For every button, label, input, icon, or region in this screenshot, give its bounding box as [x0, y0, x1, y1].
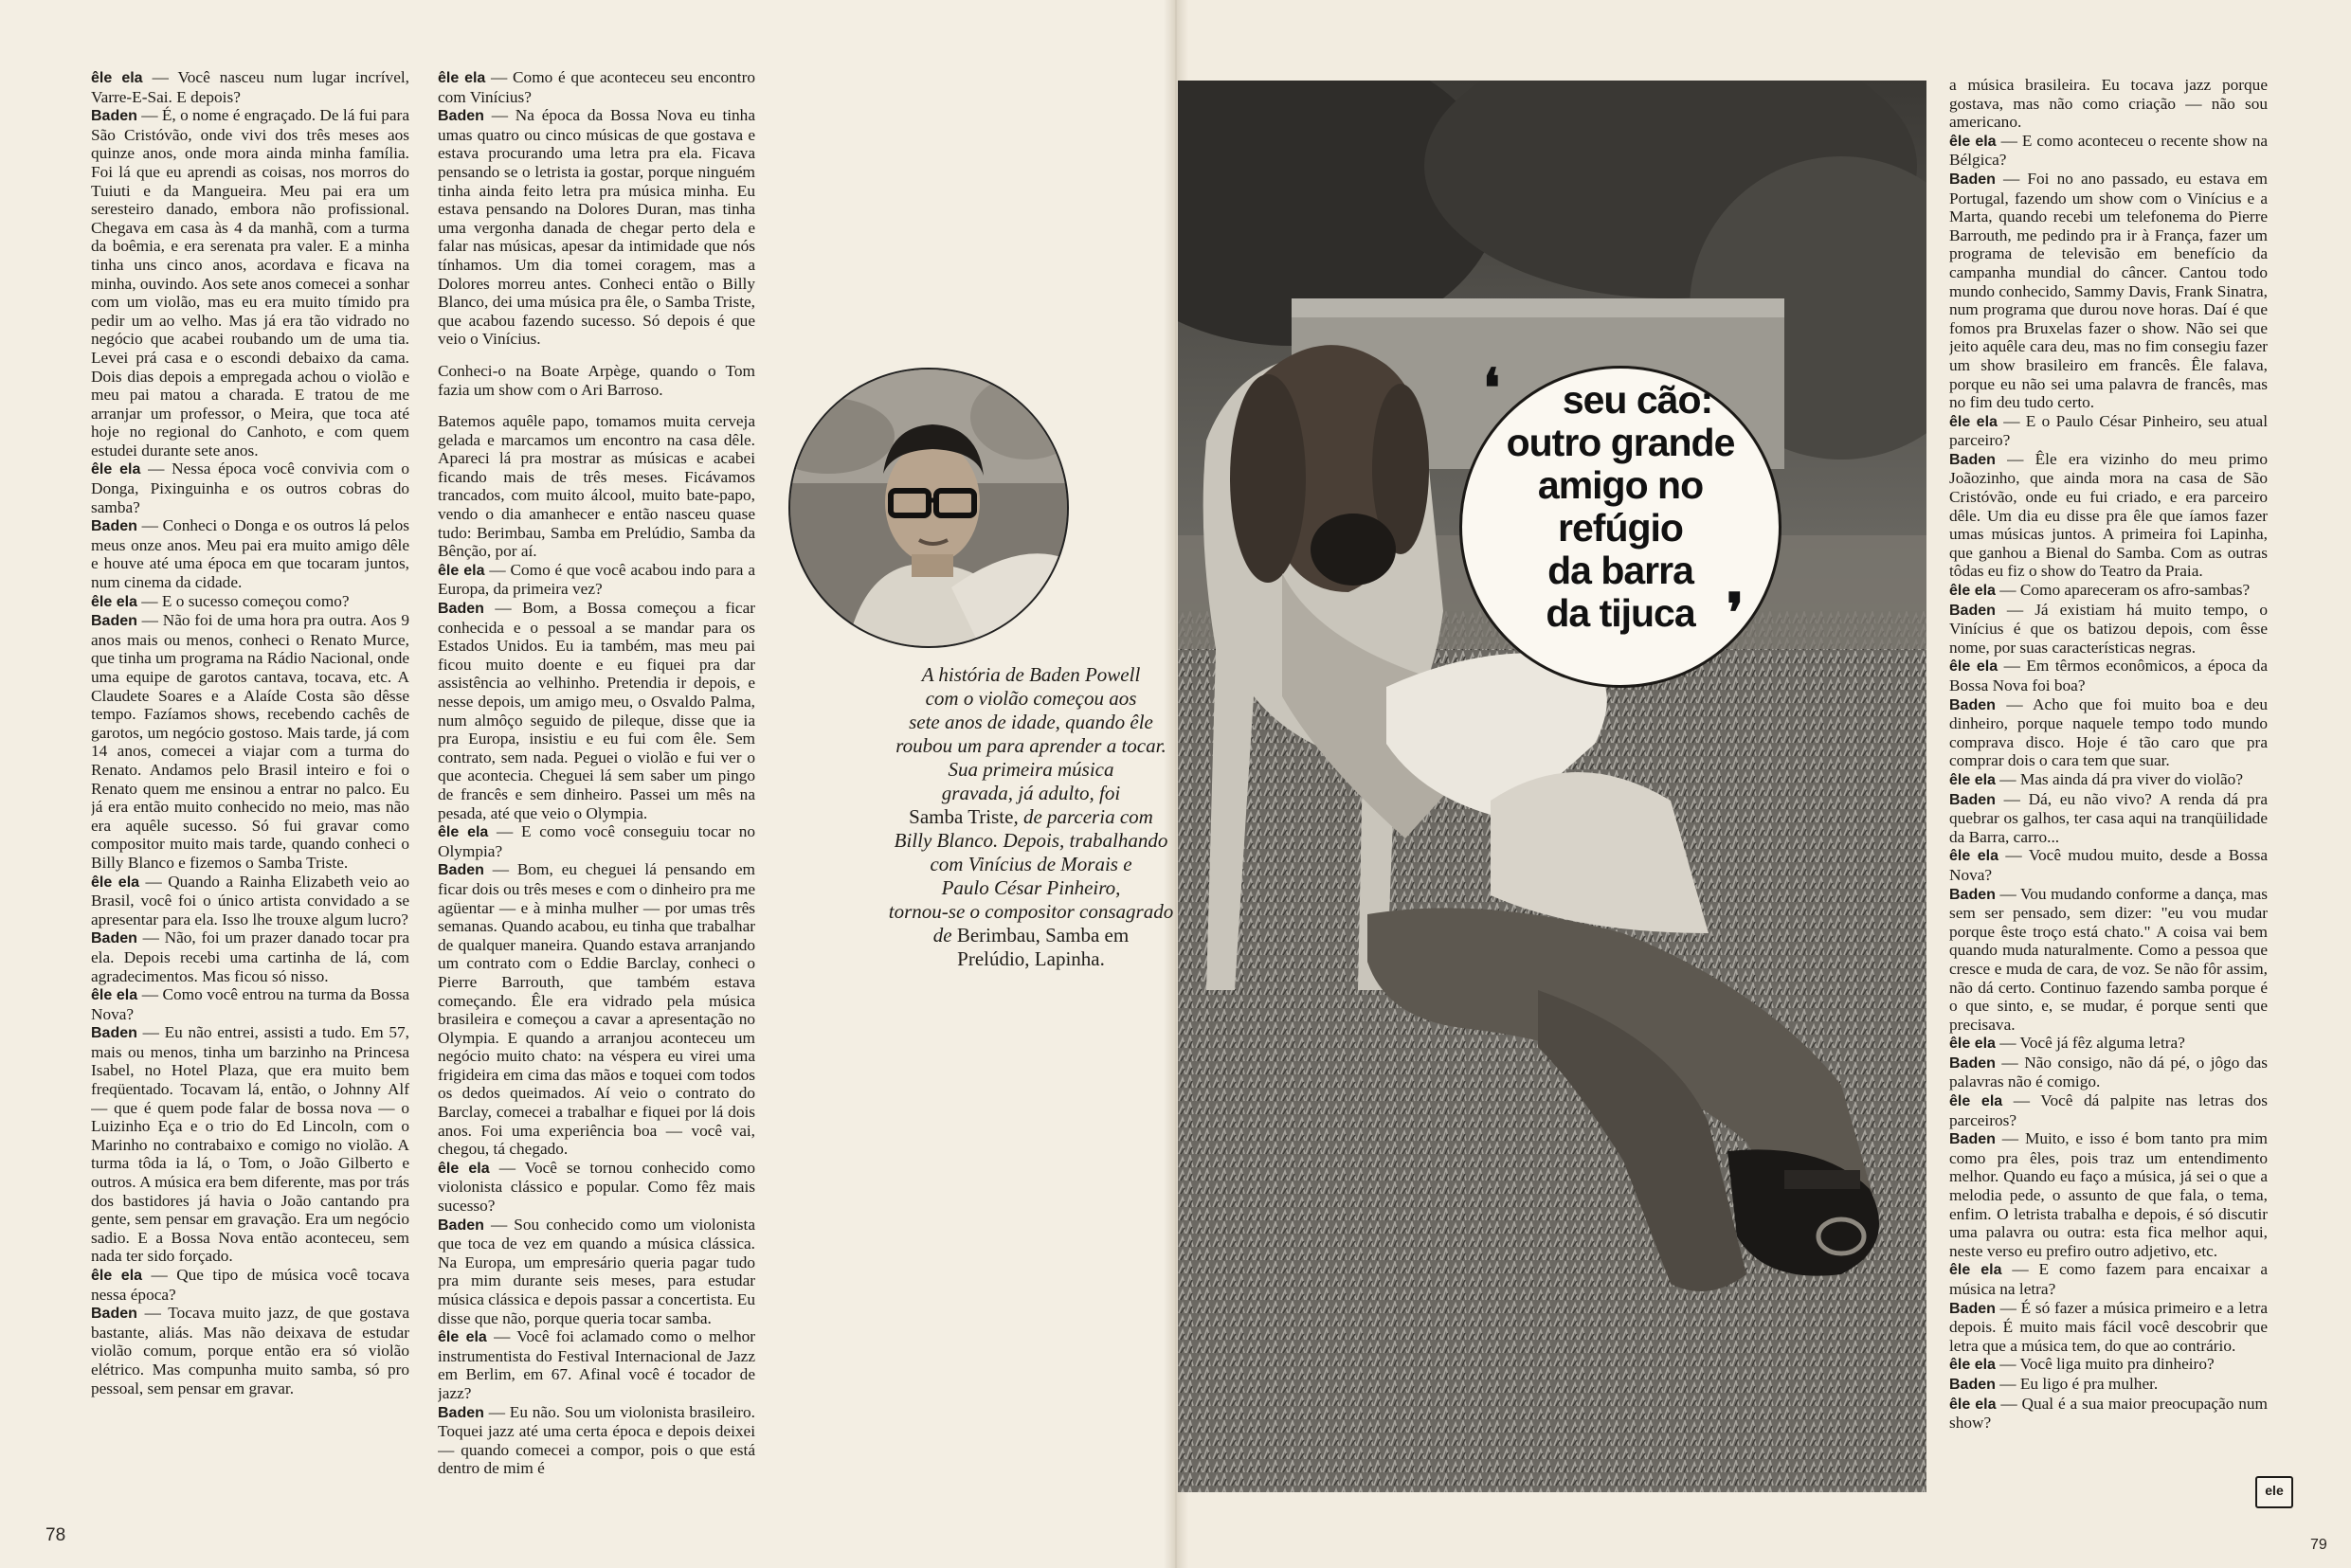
interview-paragraph [438, 106, 755, 349]
interview-paragraph [1949, 1299, 2268, 1356]
paragraph-text: — Você se tornou conhecido como violonista clássico e popular. Como fêz mais sucesso? [438, 1158, 755, 1216]
interview-paragraph [1949, 170, 2268, 412]
paragraph-text: — Você liga muito pra dinheiro? [1995, 1355, 2215, 1374]
interview-paragraph [1949, 1375, 2268, 1395]
speaker-label: Baden [1949, 602, 1996, 619]
speaker-label: êle ela [91, 987, 138, 1004]
paragraph-text: — Conheci o Donga e os outros lá pelos meus onze anos. Meu pai era muito amigo dêle e houve até uma época em que tocaram juntos, num cinema da cidade. [91, 516, 409, 592]
interview-paragraph [91, 592, 409, 612]
caption-text: , de parceria com [1013, 805, 1153, 828]
callout-line: refúgio [1558, 506, 1683, 550]
page-number-right: 79 [2310, 1537, 2327, 1553]
paragraph-text: — E o Paulo César Pinheiro, seu atual parceiro? [1949, 411, 2268, 450]
speaker-label: êle ela [1949, 413, 1998, 430]
caption-line: Prelúdio, Lapinha. [957, 947, 1105, 970]
interview-paragraph [1949, 1034, 2268, 1054]
interview-paragraph [91, 516, 409, 591]
paragraph-text: — Muito, e isso é bom tanto pra mim como pra êles, pois traz um entendimento melhor. Quando eu faço a música, já sei o que a melodia pede, o assunto de que fala, o tema, enfim. O letrista trabalha e depois, é só discutir uma palavra ou outra: esta fica melhor aqui, neste verso eu prefiro outro adjetivo, etc. [1949, 1129, 2268, 1260]
paragraph-text: — Como é que você acabou indo para a Europa, da primeira vez? [438, 560, 755, 599]
paragraph-text: — Foi no ano passado, eu estava em Portugal, fazendo um show com o Vinícius e a Marta, quando recebi um telefonema do Pierre Barrouth, me pedindo pra ir à França, fazer um programa de televisão em benefício da campanha mundial do câncer. Cantou todo mundo conhecido, Sammy Davis, Frank Sinatra, num programa que durou nove horas. Daí é que fomos pra Bruxelas fazer o show. Não sei que jeito aquêle cara deu, mas no fim consegiu fazer um show brasileiro em francês. Êle falava, porque eu não sei uma palavra de francês, mas no fim deu tudo certo. [1949, 169, 2268, 412]
quote-open-mark: ❛ [1483, 360, 1501, 419]
paragraph-text: — E como aconteceu o recente show na Bélgica? [1949, 131, 2268, 170]
paragraph-text: — E como você conseguiu tocar no Olympia? [438, 822, 755, 860]
paragraph-text: — Eu não. Sou um violonista brasileiro. Toquei jazz até uma certa época e depois deixei — quando comecei a compor, pois o que está dentro de mim é [438, 1402, 755, 1478]
interview-paragraph [1949, 885, 2268, 1035]
callout-line: da barra [1547, 549, 1693, 592]
interview-paragraph [438, 1159, 755, 1216]
interview-paragraph [91, 611, 409, 872]
speaker-label: êle ela [1949, 1093, 2003, 1110]
caption-line: Billy Blanco. Depois, trabalhando [894, 829, 1168, 852]
speaker-label: Baden [1949, 696, 1996, 713]
paragraph-text: a música brasileira. Eu tocava jazz porque gostava, mas não como criação — não sou americano. [1949, 76, 2268, 132]
paragraph-text: — Em têrmos econômicos, a época da Bossa Nova foi boa? [1949, 657, 2268, 694]
caption-song-title: Samba Triste [909, 805, 1014, 828]
interview-paragraph [438, 561, 755, 599]
quote-close-mark: ❜ [1727, 585, 1745, 643]
interview-paragraph [1949, 1355, 2268, 1375]
paragraph-text: — Não consigo, não dá pé, o jôgo das palavras não é comigo. [1949, 1053, 2268, 1091]
speaker-label: êle ela [91, 70, 143, 86]
paragraph-text: — Você mudou muito, desde a Bossa Nova? [1949, 846, 2268, 884]
interview-paragraph [1949, 790, 2268, 847]
paragraph-text: — É, o nome é engraçado. De lá fui para São Cristóvão, onde vivi dos três meses aos quinze anos, onde mora ainda minha família. Foi lá que eu aprendi as coisas, nos morros do Tuiuti e da Mangueira. Meu pai era um seresteiro danado, embora não profissional. Chegava em casa às 4 da manhã, com a turma da boêmia, e era serenata pra valer. E a minha tinha uns cinco anos, acordava e ficava na minha, ouvindo. Aos sete anos comecei a sonhar com um violão, mas eu era muito tímido pra pedir um ao velho. Mas já era tão vidrado no negócio que acabei roubando um de uma tia. Levei prá casa e o escondi debaixo da cama. Dois dias depois a empregada achou o violão e meu pai matou a charada. E tratou de me arranjar um professor, o Meira, que toca até hoje no regional do Canhoto, e com quem estudei durante sete anos. [91, 106, 409, 460]
interview-paragraph [438, 362, 755, 399]
speaker-label: êle ela [1949, 771, 1996, 788]
caption-line: roubou um para aprender a tocar. [895, 734, 1166, 757]
paragraph-text: — Eu ligo é pra mulher. [1995, 1374, 2159, 1393]
interview-paragraph [1949, 132, 2268, 170]
caption-line: gravada, já adulto, foi [941, 782, 1121, 804]
speaker-label: Baden [1949, 171, 1996, 188]
paragraph-text: — Você já fêz alguma letra? [1995, 1034, 2185, 1053]
speaker-label: êle ela [1949, 848, 1999, 865]
callout-line: outro grande [1506, 421, 1735, 464]
paragraph-text: — Bom, a Bossa começou a ficar conhecida e o pessoal a se mandar para os Estados Unidos. Eu ia também, mas meu pai ficou muito doente e eu fiquei pra dar assistência ao velhinho. Pretendia ir depois, e nesse depois, um amigo meu, o Osvaldo Palma, num almôço seguido de pileque, disse que ia pra Europa, insistiu e eu fui com êle. Sem contrato, sem nada. Peguei o violão e fui ver o que acontecia. Cheguei lá sem saber um pingo de francês e sem dinheiro. Passei um mês na pesada, até que veio o Olympia. [438, 599, 755, 822]
interview-paragraph [91, 460, 409, 516]
magazine-logo: ele [2255, 1476, 2293, 1508]
caption-song-title: Berimbau, Samba em [956, 924, 1130, 946]
interview-paragraph [91, 1304, 409, 1397]
speaker-label: Baden [1949, 791, 1996, 808]
speaker-label: êle ela [438, 562, 485, 579]
interview-paragraph [91, 1266, 409, 1304]
speaker-label: êle ela [1949, 133, 1997, 150]
interview-paragraph [438, 1327, 755, 1402]
interview-paragraph [438, 68, 755, 106]
interview-paragraph [438, 412, 755, 561]
paragraph-text: — Acho que foi muito boa e deu dinheiro, porque naquele tempo todo mundo comprava disco. Hoje é tão caro que pra comprar dois o cara tem que suar. [1949, 694, 2268, 770]
paragraph-text: — Já existiam há muito tempo, o Vinícius é que os batizou depois, com êsse nome, por suas características negras. [1949, 600, 2268, 657]
speaker-label: êle ela [1949, 1262, 2002, 1279]
speaker-label: Baden [1949, 1054, 1996, 1072]
speaker-label: Baden [438, 1404, 484, 1421]
dog-photo [1178, 81, 1926, 1492]
portrait-photo [788, 368, 1069, 648]
speaker-label: Baden [91, 1025, 137, 1042]
interview-paragraph [438, 599, 755, 822]
interview-paragraph [1949, 450, 2268, 581]
interview-column-3 [1949, 76, 2268, 1516]
paragraph-text: — Bom, eu cheguei lá pensando em ficar dois ou três meses e com o dinheiro pra me agüentar — e à minha mulher — por umas três semanas. Quando acabou, eu tinha que trabalhar de qualquer maneira. Quando estava arranjando um contrato com o Eddie Barclay, conheci o Pierre Barrouth, que também estava começando. Êle era vidrado pela música brasileira e começou a cavar a apresentação no Olympia. E quando a arranjou aconteceu um negócio muito chato: na véspera eu virei uma frigideira em cima das mãos e toquei com todos os dedos queimados. Aí veio o contrato do Barclay, comecei a trabalhar e fiquei por lá dois anos. Foi uma experiência boa — você vai, chegou, tá chegado. [438, 860, 755, 1159]
paragraph-text: — Como é que aconteceu seu encontro com Vinícius? [438, 68, 755, 106]
interview-paragraph [1949, 1129, 2268, 1260]
interview-paragraph [1949, 695, 2268, 770]
speaker-label: êle ela [91, 1268, 143, 1284]
speaker-label: êle ela [91, 461, 141, 478]
speaker-label: Baden [91, 108, 137, 125]
speaker-label: êle ela [91, 593, 137, 610]
speaker-label: Baden [1949, 1131, 1996, 1148]
interview-paragraph [91, 928, 409, 985]
interview-paragraph [1949, 412, 2268, 450]
page-number-left: 78 [45, 1525, 66, 1545]
paragraph-text: — Não, foi um prazer danado tocar pra ela. Depois recebi uma cartinha de lá, com agradecimentos. Mas ficou só nisso. [91, 928, 409, 985]
speaker-label: êle ela [1949, 1396, 1997, 1413]
interview-paragraph [438, 1403, 755, 1478]
interview-paragraph [1949, 1054, 2268, 1091]
paragraph-text: — Sou conhecido como um violonista que toca de vez em quando a música clássica. Na Europa, um empresário queria pagar tudo pra mim durante seis meses, para estudar música clássica e depois passar a concertista. Eu disse que não, porque queria tocar samba. [438, 1215, 755, 1327]
speaker-label: Baden [91, 613, 137, 630]
paragraph-text: — E como fazem para encaixar a música na letra? [1949, 1260, 2268, 1298]
interview-paragraph [1949, 1091, 2268, 1129]
speaker-label: Baden [1949, 451, 1996, 468]
speaker-label: êle ela [438, 1160, 490, 1177]
speaker-label: Baden [438, 1217, 484, 1234]
speaker-label: êle ela [1949, 1357, 1996, 1374]
callout-line: seu cão: [1562, 378, 1713, 422]
interview-paragraph [1949, 601, 2268, 658]
paragraph-text: Conheci-o na Boate Arpège, quando o Tom fazia um show com o Ari Barroso. [438, 361, 755, 399]
speaker-label: Baden [91, 930, 137, 947]
speaker-label: êle ela [1949, 658, 1998, 676]
paragraph-text: — Na época da Bossa Nova eu tinha umas quatro ou cinco músicas de que gostava e estava procurando uma letra pra ela. Ficava pensando se o letrista ia gostar, porque ninguém tinha ainda feito letra pra música minha. Eu estava pensando na Dolores Duran, mas tinha uma vergonha danada de chegar perto dela e falar nas músicas, apesar da intimidade que nós tínhamos. Um dia tomei coragem, mas a Dolores morreu antes. Conheci então o Billy Blanco, dei uma música pra êle, o Samba Triste, que acabou fazendo sucesso. Só depois é que veio o Vinícius. [438, 106, 755, 349]
speaker-label: Baden [1949, 1300, 1996, 1317]
paragraph-text: — É só fazer a música primeiro e a letra depois. É muito mais fácil você descobrir que letra que a música tem, do que ao contrário. [1949, 1298, 2268, 1355]
interview-paragraph [438, 1216, 755, 1328]
speaker-label: êle ela [438, 824, 489, 841]
callout-line: amigo no [1537, 463, 1704, 507]
interview-paragraph [438, 822, 755, 860]
paragraph-text: — Dá, eu não vivo? A renda dá pra quebrar os galhos, ter casa aqui na tranqüilidade da Barra, carro... [1949, 789, 2268, 846]
portrait-illustration [790, 369, 1067, 646]
speaker-label: Baden [91, 518, 137, 535]
dog-photo-illustration [1178, 81, 1926, 1492]
interview-paragraph [1949, 1395, 2268, 1433]
paragraph-text: — Não foi de uma hora pra outra. Aos 9 anos mais ou menos, conheci o Renato Murce, que tinha um programa na Rádio Nacional, onde uma equipe de garotos cantava, tocava, etc. A Claudete Soares e a Alaíde Costa são dêsse tempo. Fazíamos shows, recebendo cachês de garotos, um negócio gostoso. Mais tarde, já com 14 anos, comecei a viajar com a turma do Renato. Andamos pelo Brasil inteiro e foi o Renato quem me ensinou a entrar no palco. Eu já era então muito conhecido no meio, mas não era aquêle sucesso. Só fui gravar como compositor muito mais tarde, quando conheci o Billy Blanco e fizemos o Samba Triste. [91, 611, 409, 872]
caption-line: A história de Baden Powell [921, 663, 1141, 686]
speaker-label: êle ela [438, 70, 486, 86]
interview-paragraph [1949, 76, 2268, 132]
speaker-label: Baden [438, 108, 484, 125]
caption-line: com Vinícius de Morais e [930, 853, 1132, 875]
speaker-label: êle ela [1949, 583, 1996, 600]
callout-line: da tijuca [1546, 591, 1695, 635]
callout-text [1478, 379, 1763, 635]
caption-line: sete anos de idade, quando êle [909, 711, 1153, 733]
interview-paragraph [1949, 657, 2268, 694]
interview-paragraph [91, 873, 409, 929]
paragraph-text: Batemos aquêle papo, tomamos muita cerveja gelada e marcamos um encontro na casa dêle. Apareci lá pra mostrar as músicas e acabei ficando mais de três meses. Ficávamos trancados, com muito álcool, muito bate-papo, vendo o dia amanhecer e então nasceu quase tudo: Berimbau, Samba em Prelúdio, Samba da Bênção, por aí. [438, 412, 755, 561]
caption-text: de [932, 924, 957, 946]
interview-column-1 [91, 68, 409, 1508]
paragraph-text: — Nessa época você convivia com o Donga, Pixinguinha e os outros cobras do samba? [91, 460, 409, 516]
interview-paragraph [1949, 846, 2268, 884]
paragraph-text: — Como você entrou na turma da Bossa Nova? [91, 985, 409, 1023]
paragraph-text: — Vou mudando conforme a dança, mas sem ser pensado, sem dizer: "eu vou mudar porque êste troço está chato." A coisa vai bem quando muda naturalmente. Como a pessoa que cresce e muda de cara, de voz. Se não fôr assim, não dá certo. Continuo fazendo samba porque é o que sinto, e, se mudar, é porque senti que precisava. [1949, 884, 2268, 1034]
paragraph-text: — Eu não entrei, assisti a tudo. Em 57, mais ou menos, tinha um barzinho na Princesa Isabel, no Hotel Plaza, que era muito bem freqüentado. Tocavam lá, então, o Johnny Alf — que é quem pode falar de bossa nova — o Luizinho Eça e o trio do Ed Lincoln, com o Marinho no contrabaixo e comigo no violão. A turma tôda ia lá, o Tom, o João Gilberto e outros. A música era bem diferente, mas por trás dos bastidores já havia o João cantando pra gente, sem pensar em gravação. Era um negócio sadio. E a Bossa Nova então aconteceu, sem nada ter sido forçado. [91, 1023, 409, 1266]
paragraph-text: — Qual é a sua maior preocupação num show? [1949, 1394, 2268, 1433]
paragraph-text: — Que tipo de música você tocava nessa época? [91, 1266, 409, 1304]
interview-paragraph [91, 106, 409, 460]
caption-line: tornou-se o compositor consagrado [888, 900, 1174, 923]
interview-paragraph [438, 860, 755, 1159]
paragraph-text: — Tocava muito jazz, de que gostava bastante, aliás. Mas não deixava de estudar violão comum, porque então era só violão elétrico. Mas compunha muito samba, só pro pessoal, sem pensar em gravar. [91, 1304, 409, 1397]
speaker-label: êle ela [1949, 1036, 1996, 1053]
caption-line: Sua primeira música [948, 758, 1114, 781]
paragraph-text: — Mas ainda dá pra viver do violão? [1995, 769, 2243, 788]
caption-line: com o violão começou aos [925, 687, 1137, 710]
paragraph-text: — Êle era vizinho do meu primo Joãozinho, que ainda mora na casa de São Cristóvão, onde eu fui criado, e era parceiro dêle. Um dia eu disse pra êle que íamos fazer umas músicas juntos. A primeira foi Lapinha, que ganhou a Bienal do Samba. Com as outras tôdas eu fiz o show do Teatro da Praia. [1949, 449, 2268, 581]
paragraph-text: — E o sucesso começou como? [136, 591, 350, 610]
interview-paragraph [1949, 1260, 2268, 1298]
interview-column-2 [438, 68, 755, 1508]
speaker-label: Baden [438, 601, 484, 618]
interview-paragraph [91, 68, 409, 106]
paragraph-text: — Você dá palpite nas letras dos parceiros? [1949, 1091, 2268, 1129]
speaker-label: Baden [91, 1306, 137, 1323]
interview-paragraph [1949, 770, 2268, 790]
paragraph-text: — Você foi aclamado como o melhor instrumentista do Festival Internacional de Jazz em Berlim, em 67. Afinal você é tocador de jazz? [438, 1327, 755, 1402]
interview-paragraph [91, 1023, 409, 1266]
interview-paragraph [91, 985, 409, 1023]
speaker-label: êle ela [438, 1329, 487, 1346]
speaker-label: êle ela [91, 874, 140, 891]
paragraph-text: — Você nasceu num lugar incrível, Varre-E-Sai. E depois? [91, 68, 409, 106]
paragraph-text: — Quando a Rainha Elizabeth veio ao Brasil, você foi o único artista convidado a se apresentar para ela. Isso lhe trouxe algum lucro? [91, 872, 409, 928]
caption-line: Paulo César Pinheiro, [941, 876, 1121, 899]
paragraph-text: — Como apareceram os afro-sambas? [1995, 581, 2251, 600]
speaker-label: Baden [1949, 886, 1996, 903]
speaker-label: Baden [1949, 1376, 1996, 1393]
speaker-label: Baden [438, 862, 484, 879]
interview-paragraph [1949, 581, 2268, 601]
